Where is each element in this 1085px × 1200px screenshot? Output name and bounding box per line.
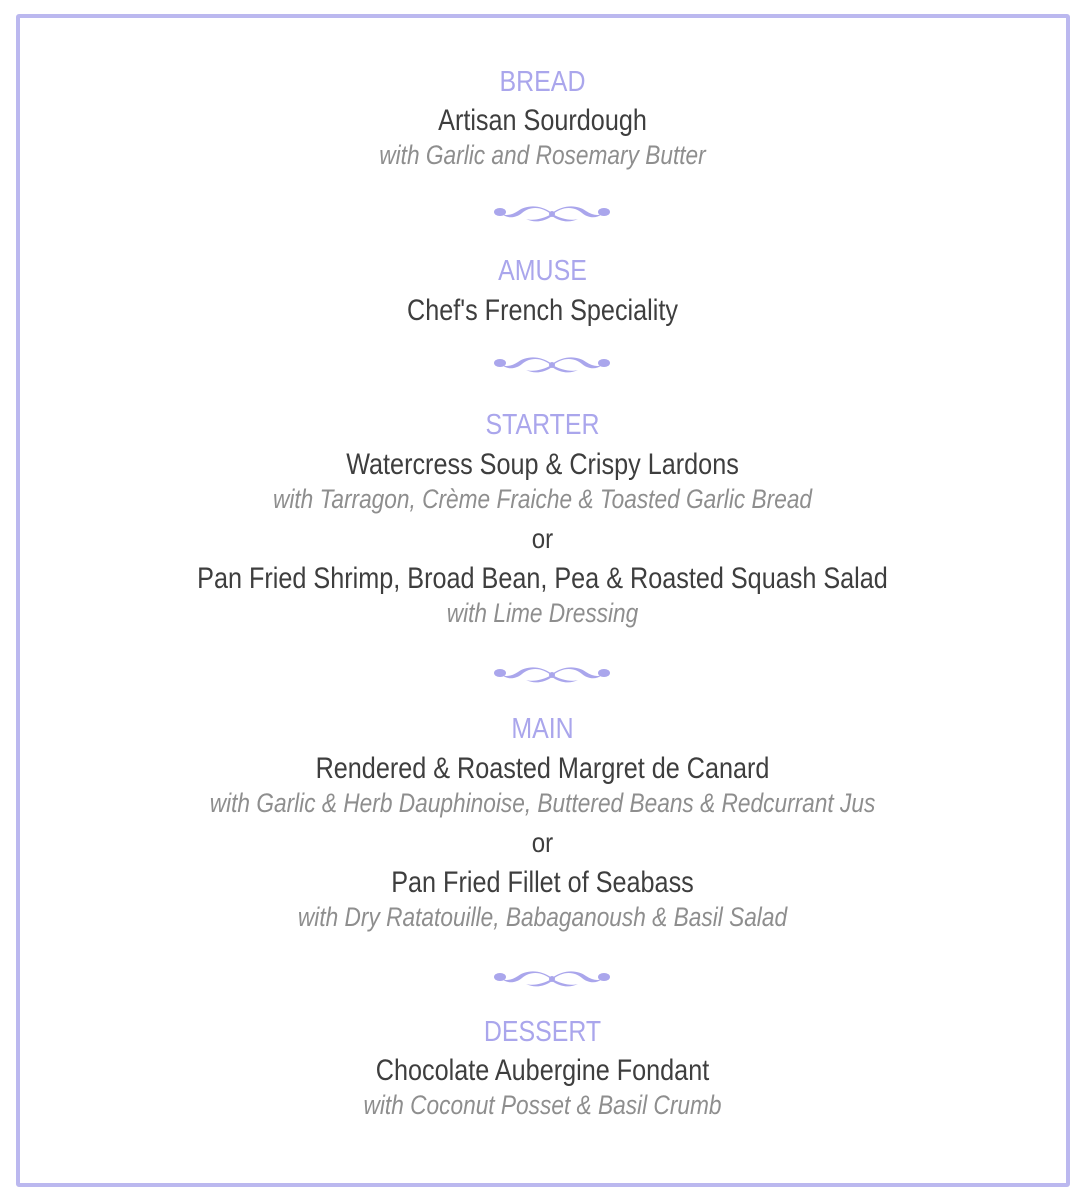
flourish-divider-icon [492, 967, 612, 993]
section-heading-starter: STARTER [485, 409, 600, 441]
dish-description-dessert: with Coconut Posset & Basil Crumb [363, 1090, 722, 1120]
dish-description-main-2: with Dry Ratatouille, Babaganoush & Basil Salad [297, 902, 788, 932]
dish-name-main-1: Rendered & Roasted Margret de Canard [315, 752, 770, 785]
or-separator-starter: or [531, 523, 554, 554]
section-heading-bread: BREAD [499, 66, 586, 98]
dish-name-dessert: Chocolate Aubergine Fondant [375, 1054, 710, 1087]
dish-name-starter-1: Watercress Soup & Crispy Lardons [346, 448, 739, 481]
section-heading-main: MAIN [511, 713, 574, 745]
flourish-divider-icon [492, 353, 612, 379]
dish-name-main-2: Pan Fried Fillet of Seabass [391, 866, 694, 899]
flourish-divider-icon [492, 202, 612, 228]
dish-description-starter-2: with Lime Dressing [446, 598, 639, 628]
section-heading-dessert: DESSERT [483, 1016, 602, 1048]
dish-name-amuse: Chef's French Speciality [407, 294, 678, 327]
or-separator-main: or [531, 827, 554, 858]
section-heading-amuse: AMUSE [498, 255, 587, 287]
dish-description-starter-1: with Tarragon, Crème Fraiche & Toasted Garlic Bread [272, 484, 813, 514]
dish-description-bread: with Garlic and Rosemary Butter [379, 140, 706, 170]
dish-description-main-1: with Garlic & Herb Dauphinoise, Buttered Beans & Redcurrant Jus [209, 788, 876, 818]
dish-name-bread: Artisan Sourdough [438, 104, 647, 137]
dish-name-starter-2: Pan Fried Shrimp, Broad Bean, Pea & Roasted Squash Salad [197, 562, 888, 595]
flourish-divider-icon [492, 663, 612, 689]
